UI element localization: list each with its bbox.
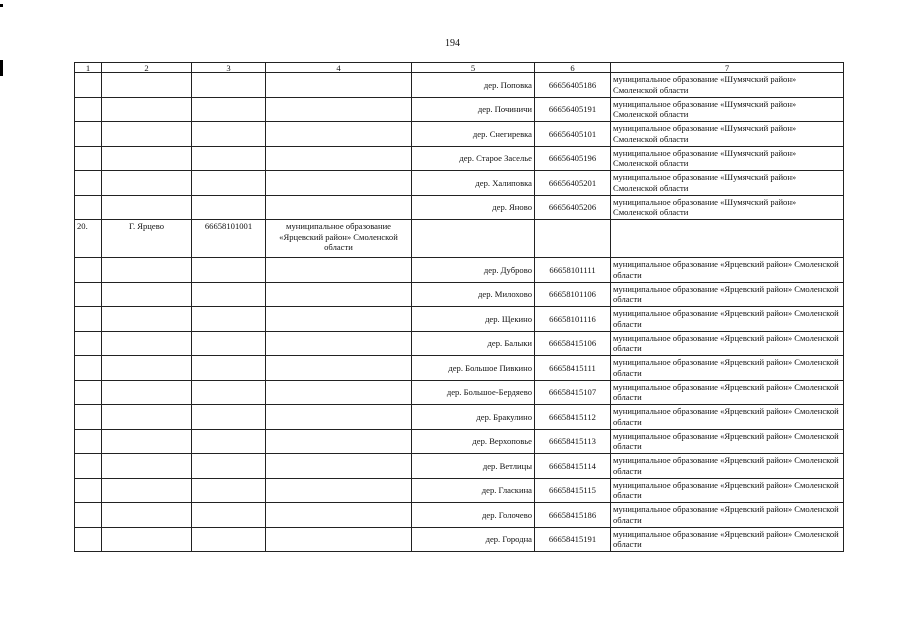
cell-c5: дер. Бракулино <box>412 405 535 430</box>
cell-c7: муниципальное образование «Шумячский район» Смоленской области <box>611 195 844 220</box>
table-row <box>75 405 844 430</box>
table-row <box>75 258 844 283</box>
cell-c2 <box>102 478 192 503</box>
cell-c1 <box>75 122 102 147</box>
column-header-5: 5 <box>412 63 535 73</box>
cell-c6: 66656405191 <box>535 97 611 122</box>
table-row <box>75 527 844 552</box>
cell-c3 <box>192 429 266 454</box>
cell-c4 <box>266 356 412 381</box>
column-header-6: 6 <box>535 63 611 73</box>
cell-c7: муниципальное образование «Ярцевский район» Смоленской области <box>611 380 844 405</box>
cell-c4 <box>266 331 412 356</box>
cell-c4 <box>266 122 412 147</box>
cell-c4 <box>266 146 412 171</box>
cell-c4 <box>266 258 412 283</box>
table-row <box>75 97 844 122</box>
cell-c1 <box>75 73 102 98</box>
cell-c1 <box>75 97 102 122</box>
cell-c1 <box>75 146 102 171</box>
cell-c6: 66656405186 <box>535 73 611 98</box>
cell-c1 <box>75 503 102 528</box>
cell-c2 <box>102 195 192 220</box>
column-header-4: 4 <box>266 63 412 73</box>
table-row <box>75 171 844 196</box>
cell-c7: муниципальное образование «Ярцевский район» Смоленской области <box>611 527 844 552</box>
cell-c7: муниципальное образование «Шумячский район» Смоленской области <box>611 97 844 122</box>
cell-c5: дер. Снегиревка <box>412 122 535 147</box>
cell-c2 <box>102 331 192 356</box>
cell-c5: дер. Щекино <box>412 307 535 332</box>
cell-c2 <box>102 282 192 307</box>
cell-c7: муниципальное образование «Шумячский район» Смоленской области <box>611 171 844 196</box>
cell-c3 <box>192 405 266 430</box>
cell-c1 <box>75 282 102 307</box>
cell-c6: 66656405206 <box>535 195 611 220</box>
cell-c1 <box>75 307 102 332</box>
cell-c1 <box>75 380 102 405</box>
cell-c5: дер. Халиповка <box>412 171 535 196</box>
cell-c5 <box>412 220 535 258</box>
table-row <box>75 429 844 454</box>
table-row <box>75 307 844 332</box>
cell-c6: 66658415114 <box>535 454 611 479</box>
cell-c1 <box>75 478 102 503</box>
cell-c3 <box>192 171 266 196</box>
cell-c3 <box>192 146 266 171</box>
cell-c6: 66658101106 <box>535 282 611 307</box>
cell-c4 <box>266 478 412 503</box>
scan-mark-top <box>0 4 3 7</box>
cell-c1 <box>75 171 102 196</box>
cell-c3 <box>192 282 266 307</box>
cell-c3 <box>192 73 266 98</box>
cell-c5: дер. Починичи <box>412 97 535 122</box>
cell-c7: муниципальное образование «Шумячский район» Смоленской области <box>611 73 844 98</box>
cell-c2 <box>102 97 192 122</box>
table-row <box>75 195 844 220</box>
cell-c6 <box>535 220 611 258</box>
cell-c1 <box>75 258 102 283</box>
scan-mark-left <box>0 60 3 76</box>
cell-c6: 66658101116 <box>535 307 611 332</box>
cell-c2 <box>102 356 192 381</box>
cell-c5: дер. Поповка <box>412 73 535 98</box>
cell-c7: муниципальное образование «Ярцевский район» Смоленской области <box>611 405 844 430</box>
cell-c1 <box>75 356 102 381</box>
table-row <box>75 146 844 171</box>
table-row <box>75 282 844 307</box>
cell-c2 <box>102 429 192 454</box>
cell-c7: муниципальное образование «Ярцевский район» Смоленской области <box>611 478 844 503</box>
cell-c5: дер. Городна <box>412 527 535 552</box>
column-header-1: 1 <box>75 63 102 73</box>
cell-c2 <box>102 146 192 171</box>
cell-c3 <box>192 331 266 356</box>
cell-c4 <box>266 171 412 196</box>
cell-c4 <box>266 73 412 98</box>
table-row <box>75 380 844 405</box>
cell-c1 <box>75 405 102 430</box>
cell-c2: Г. Ярцево <box>102 220 192 258</box>
cell-c4 <box>266 503 412 528</box>
cell-c3 <box>192 503 266 528</box>
cell-c5: дер. Большое-Бердяево <box>412 380 535 405</box>
cell-c3 <box>192 307 266 332</box>
cell-c5: дер. Голочево <box>412 503 535 528</box>
cell-c6: 66656405101 <box>535 122 611 147</box>
cell-c7 <box>611 220 844 258</box>
cell-c2 <box>102 122 192 147</box>
cell-c3 <box>192 454 266 479</box>
cell-c6: 66656405201 <box>535 171 611 196</box>
cell-c3 <box>192 195 266 220</box>
cell-c2 <box>102 527 192 552</box>
cell-c3: 66658101001 <box>192 220 266 258</box>
cell-c3 <box>192 122 266 147</box>
cell-c4: муниципальное образование «Ярцевский район» Смоленской области <box>266 220 412 258</box>
cell-c3 <box>192 478 266 503</box>
cell-c3 <box>192 97 266 122</box>
cell-c1 <box>75 331 102 356</box>
table-row <box>75 454 844 479</box>
cell-c2 <box>102 73 192 98</box>
cell-c5: дер. Дуброво <box>412 258 535 283</box>
cell-c4 <box>266 380 412 405</box>
cell-c6: 66658415112 <box>535 405 611 430</box>
cell-c6: 66658415115 <box>535 478 611 503</box>
cell-c2 <box>102 258 192 283</box>
cell-c2 <box>102 171 192 196</box>
cell-c5: дер. Милохово <box>412 282 535 307</box>
cell-c7: муниципальное образование «Ярцевский район» Смоленской области <box>611 331 844 356</box>
table-row <box>75 356 844 381</box>
table-row <box>75 220 844 258</box>
cell-c7: муниципальное образование «Ярцевский район» Смоленской области <box>611 307 844 332</box>
cell-c7: муниципальное образование «Шумячский район» Смоленской области <box>611 146 844 171</box>
cell-c4 <box>266 97 412 122</box>
cell-c4 <box>266 195 412 220</box>
cell-c6: 66658415106 <box>535 331 611 356</box>
table-row <box>75 478 844 503</box>
cell-c6: 66658101111 <box>535 258 611 283</box>
cell-c6: 66658415113 <box>535 429 611 454</box>
cell-c7: муниципальное образование «Ярцевский район» Смоленской области <box>611 356 844 381</box>
cell-c2 <box>102 503 192 528</box>
cell-c7: муниципальное образование «Ярцевский район» Смоленской области <box>611 429 844 454</box>
cell-c5: дер. Яново <box>412 195 535 220</box>
cell-c1 <box>75 527 102 552</box>
cell-c5: дер. Ветлицы <box>412 454 535 479</box>
cell-c7: муниципальное образование «Шумячский район» Смоленской области <box>611 122 844 147</box>
cell-c4 <box>266 307 412 332</box>
cell-c1: 20. <box>75 220 102 258</box>
cell-c5: дер. Балыки <box>412 331 535 356</box>
cell-c2 <box>102 405 192 430</box>
table-row <box>75 122 844 147</box>
cell-c6: 66658415111 <box>535 356 611 381</box>
cell-c3 <box>192 258 266 283</box>
cell-c6: 66658415107 <box>535 380 611 405</box>
cell-c6: 66658415186 <box>535 503 611 528</box>
table-row <box>75 73 844 98</box>
cell-c5: дер. Верхоповье <box>412 429 535 454</box>
page-number: 194 <box>445 38 460 49</box>
cell-c4 <box>266 454 412 479</box>
cell-c3 <box>192 527 266 552</box>
cell-c7: муниципальное образование «Ярцевский район» Смоленской области <box>611 503 844 528</box>
cell-c6: 66656405196 <box>535 146 611 171</box>
cell-c4 <box>266 282 412 307</box>
cell-c2 <box>102 307 192 332</box>
cell-c3 <box>192 380 266 405</box>
cell-c5: дер. Большое Пивкино <box>412 356 535 381</box>
cell-c7: муниципальное образование «Ярцевский район» Смоленской области <box>611 454 844 479</box>
column-header-2: 2 <box>102 63 192 73</box>
cell-c7: муниципальное образование «Ярцевский район» Смоленской области <box>611 258 844 283</box>
table-row <box>75 331 844 356</box>
cell-c4 <box>266 429 412 454</box>
cell-c7: муниципальное образование «Ярцевский район» Смоленской области <box>611 282 844 307</box>
cell-c2 <box>102 454 192 479</box>
cell-c5: дер. Старое Заселье <box>412 146 535 171</box>
cell-c2 <box>102 380 192 405</box>
cell-c6: 66658415191 <box>535 527 611 552</box>
cell-c4 <box>266 527 412 552</box>
header-row <box>75 63 844 73</box>
cell-c1 <box>75 429 102 454</box>
cell-c5: дер. Гласкина <box>412 478 535 503</box>
settlements-table <box>74 62 844 552</box>
cell-c4 <box>266 405 412 430</box>
cell-c1 <box>75 195 102 220</box>
table-body <box>75 73 844 552</box>
cell-c1 <box>75 454 102 479</box>
table-row <box>75 503 844 528</box>
column-header-7: 7 <box>611 63 844 73</box>
column-header-3: 3 <box>192 63 266 73</box>
cell-c3 <box>192 356 266 381</box>
